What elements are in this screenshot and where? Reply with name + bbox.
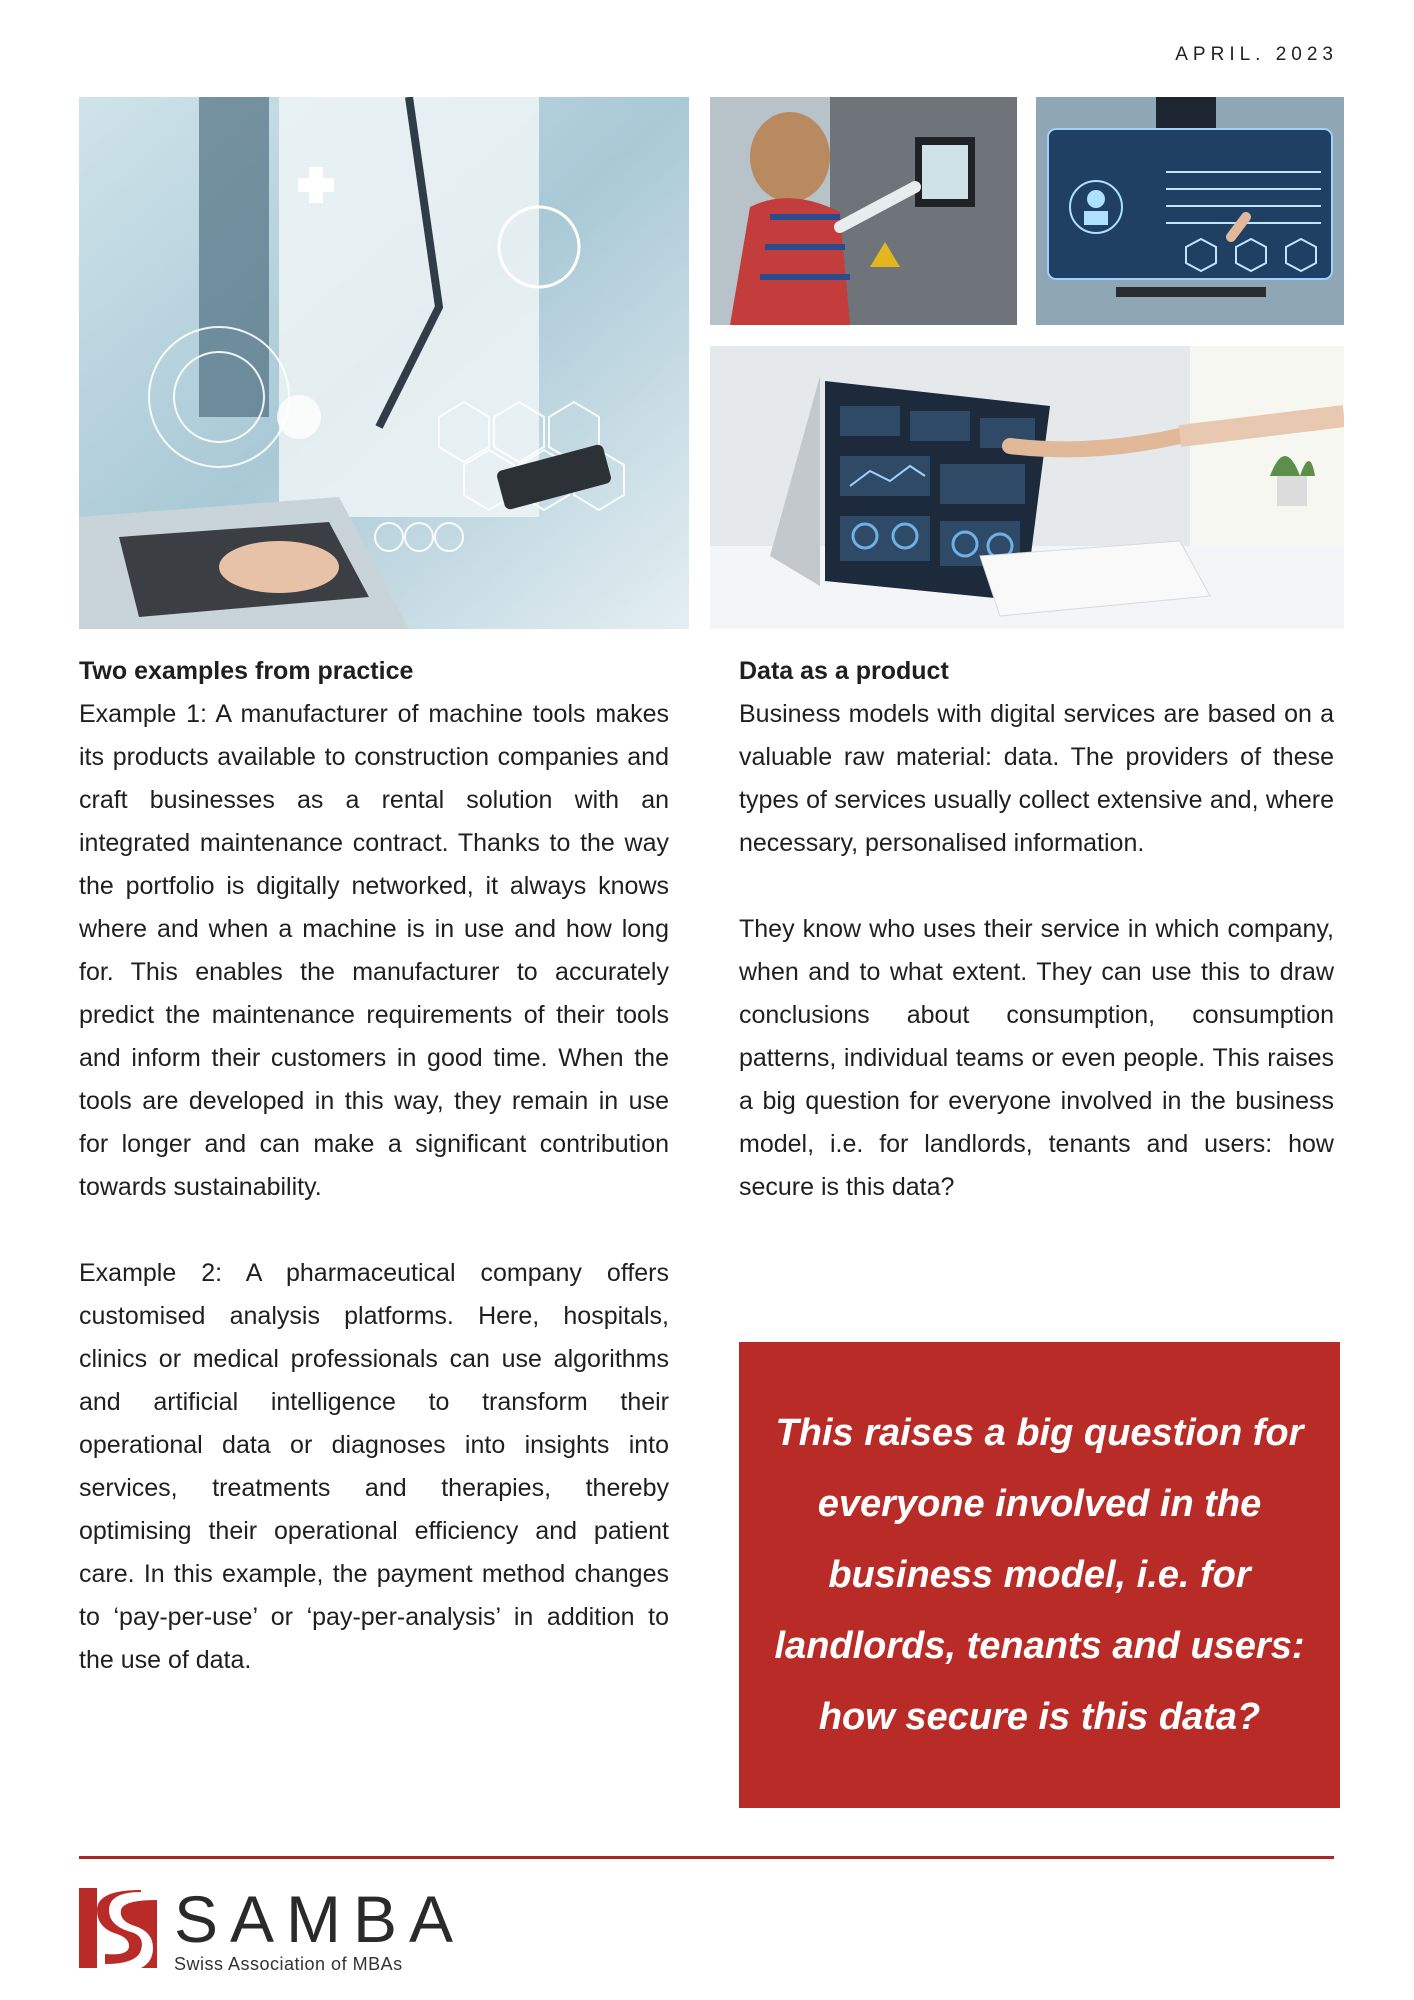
data-product-paragraph-2: They know who uses their service in which company, when and to what extent. They can use this to draw conclusions about consumption, consumption patterns, individual teams or even people. This raises a big question for everyone involved in the business model, i.e. for landlords, tenants and users: how secure is this data? [739, 915, 1334, 1201]
photo-medical-doctor-laptop [79, 97, 689, 629]
photo-blood-components-screen [1036, 97, 1344, 325]
data-product-paragraph-1: Business models with digital services are based on a valuable raw material: data. The providers of these types of services usually collect extensive and, where necessary, personalised information. [739, 700, 1334, 857]
example-1-paragraph: Example 1: A manufacturer of machine tools makes its products available to construction companies and craft businesses as a rental solution with an integrated maintenance contract. Thanks to the way the portfolio is digitally networked, it always knows where and when a machine is in use and how long for. This enables the manufacturer to accurately predict the maintenance requirements of their tools and inform their customers in good time. When the tools are developed in this way, they remain in use for longer and can make a significant contribution towards sustainability. [79, 700, 669, 1201]
example-2-paragraph: Example 2: A pharmaceutical company offers customised analysis platforms. Here, hospitals, clinics or medical professionals can use algorithms and artificial intelligence to transform their operational data or diagnoses into insights into services, treatments and therapies, thereby optimising their operational efficiency and patient care. In this example, the payment method changes to ‘pay-per-use’ or ‘pay-per-analysis’ in addition to the use of data. [79, 1259, 669, 1674]
section-heading-data-product: Data as a product [739, 657, 949, 685]
samba-logo-mark [79, 1888, 157, 1968]
left-column [79, 650, 669, 1682]
samba-logo-subtitle: Swiss Association of MBAs [174, 1954, 403, 1974]
pull-quote-box [739, 1342, 1340, 1808]
footer-divider [79, 1856, 1334, 1859]
pull-quote-text: This raises a big question for everyone involved in the business model, i.e. for landlords, tenants and users: how secure is this data? [774, 1411, 1305, 1738]
photo-machine-operator [710, 97, 1017, 325]
right-column [739, 650, 1334, 1209]
issue-date: APRIL. 2023 [1175, 44, 1338, 65]
section-heading-examples: Two examples from practice [79, 657, 414, 685]
samba-logo-wordmark: SAMBA [174, 1882, 466, 1956]
photo-tablet-dashboard [710, 346, 1344, 629]
